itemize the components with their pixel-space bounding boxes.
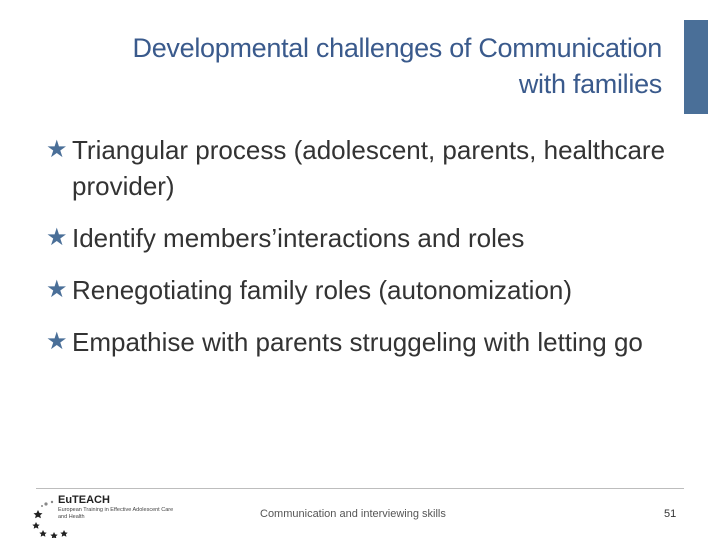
bullet-item	[46, 324, 686, 360]
star-icon: ★	[46, 224, 68, 251]
footer-title: Communication and interviewing skills	[260, 508, 446, 520]
bullet-item	[46, 132, 686, 204]
star-icon: ★	[46, 136, 68, 163]
footer-divider	[36, 488, 684, 489]
slide-title	[22, 30, 662, 102]
bullet-text: Renegotiating family roles (autonomization)	[72, 275, 573, 305]
star-icon: ★	[46, 328, 68, 355]
bullet-text: Identify members’interactions and roles	[72, 223, 525, 253]
accent-bar	[684, 20, 708, 114]
bullet-list	[46, 132, 686, 376]
logo-subtitle: European Training in Effective Adolescent Care and Health	[58, 507, 174, 520]
star-icon: ★	[46, 276, 68, 303]
bullet-text: Triangular process (adolescent, parents, healthcare provider)	[72, 135, 666, 201]
bullet-item	[46, 220, 686, 256]
logo-name: EuTEACH	[58, 494, 110, 506]
page-number: 51	[664, 508, 677, 520]
bullet-text: Empathise with parents struggeling with letting go	[72, 327, 643, 357]
bullet-item	[46, 272, 686, 308]
title-line-1: Developmental challenges of Communication	[132, 33, 662, 63]
eutach-logo	[32, 492, 182, 538]
title-line-2: with families	[518, 69, 662, 99]
